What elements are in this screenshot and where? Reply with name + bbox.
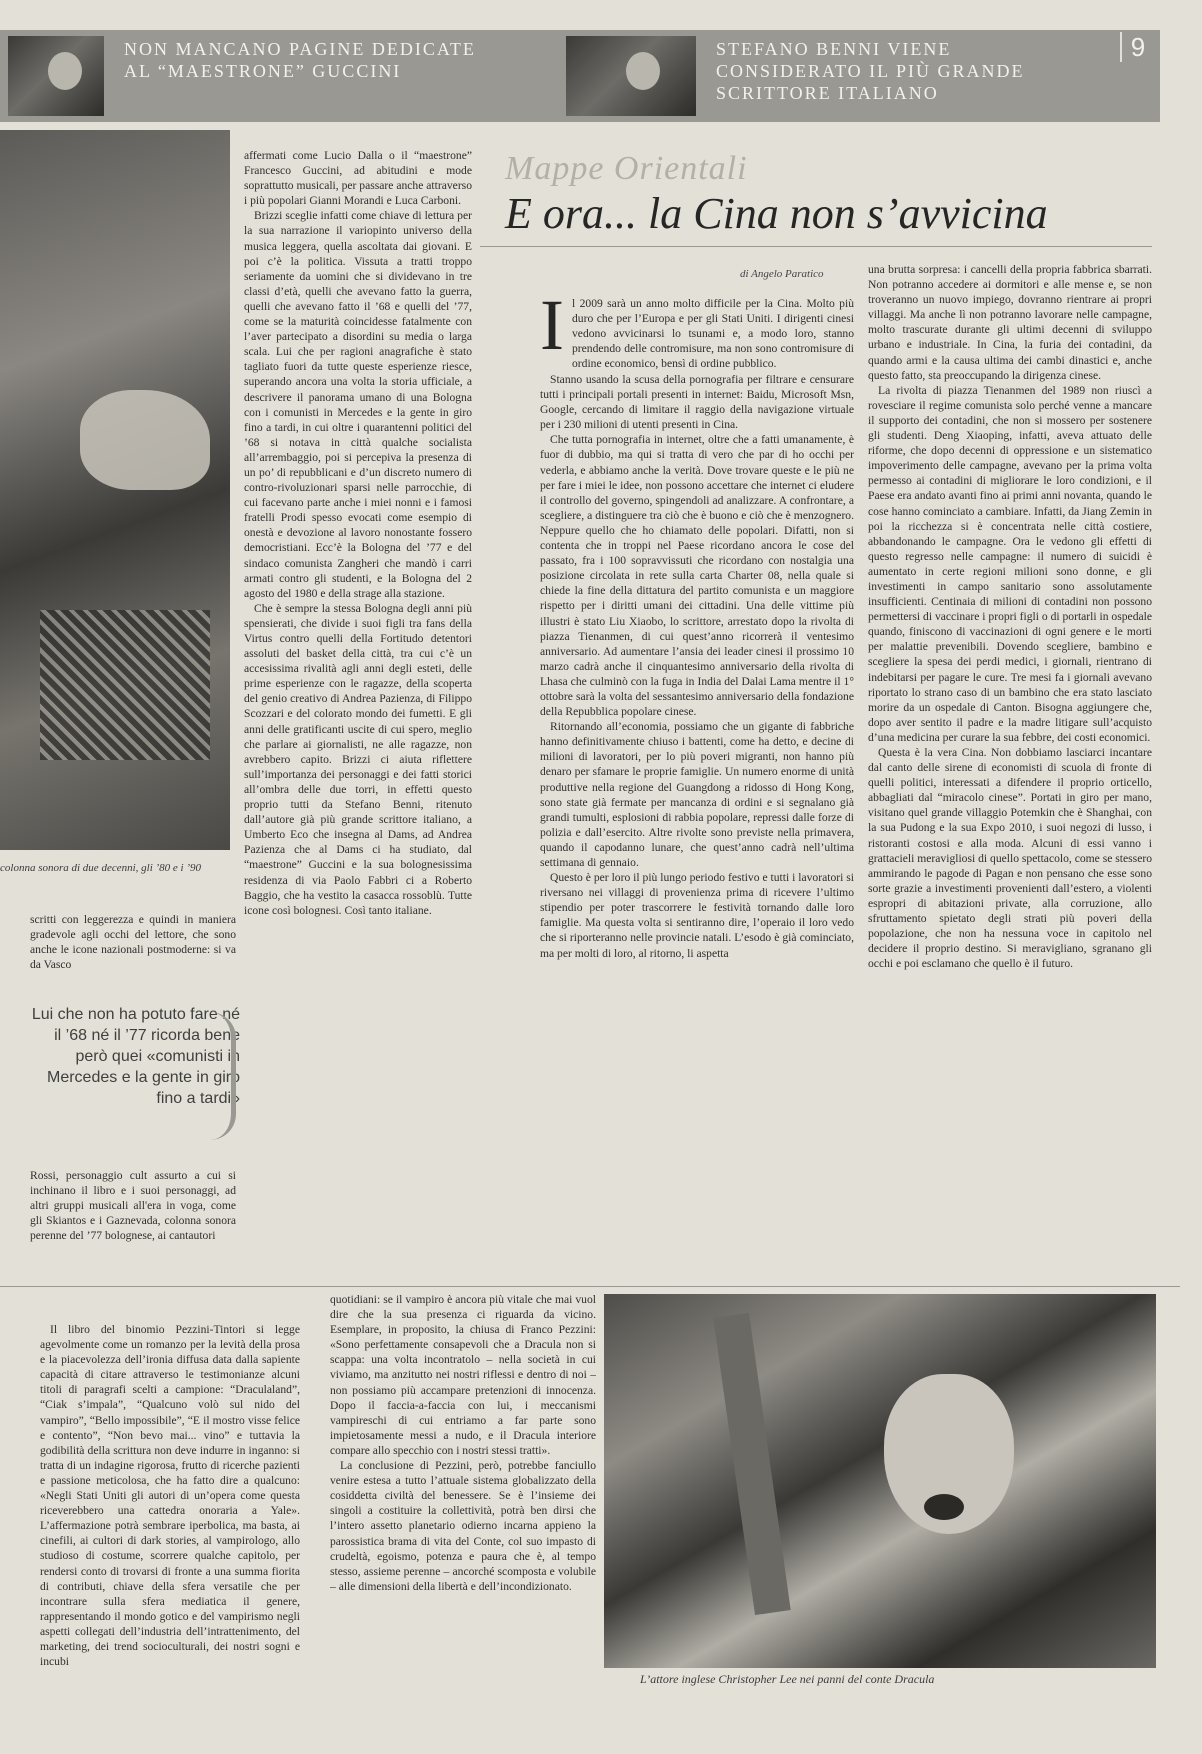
left-column-text <box>30 912 236 972</box>
drop-cap: I <box>540 285 564 365</box>
paragraph: una brutta sorpresa: i cancelli della propria fabbrica sbarrati. Non potranno accedere ai dormitori e alle mense e, se non troveranno un nuovo impiego, dovranno rientrare ai propri villaggi. Ma anche lì non potranno lavorare nelle campagne, molto trascurate durante gli ultimi decenni di sviluppo urbano e industriale. In Cina, la furia dei contadini, da quando armi e la causa ultima dei cambi dinastici e, anche questo fatto, sta preoccupando la dirigenza cinese. <box>868 263 1152 382</box>
header-right-title: STEFANO BENNI VIENE CONSIDERATO IL PIÙ GRANDE SCRITTORE ITALIANO <box>716 39 1025 103</box>
paragraph: Che tutta pornografia in internet, oltre che a fatti umanamente, è fuor di dubbio, ma qui si tratta di vero che par di ho occhi per vederla, e abbiamo anche la verità. Dove trovare queste e le più ne per fare i miei le idee, non possono accettare che internet ci eludere il controllo del governo, spingendoli ad analizzare. A confrontare, a scegliere, a distinguere tra ciò che è buono e ciò che è menzognero. Neppure quello che ho chiamato delle popolari. Difatti, non si contenta che in troppi nel Paese ricordano ancora le cose del passato, fra i 100 sopravvissuti che ricordano con nostalgia una posizione circolata in rete sulla carta Charter 08, nella quale si chiede la fine della dittatura del partito comunista e un maggiore rispetto per i diritti umani dei cittadini. Una delle vittime più illustri è stato Liu Xiaobo, lo scrittore, arrestato dopo la rivolta di piazza Tienanmen, di cui quest’anno ricorrerà il ventesimo anniversario. Ad aumentare l’ansia dei leader cinesi il prossimo 10 marzo cadrà anche il cinquantesimo anniversario della rivolta di Lhasa che culminò con la fuga in India del Dalai Lama mentre il 1° ottobre sarà la volta del sessantesimo anniversario della fondazione della Repubblica popolare cinese. <box>540 433 854 719</box>
headline-divider <box>480 246 1152 247</box>
page-header <box>0 30 1160 122</box>
dracula-photo <box>604 1294 1156 1668</box>
guitarist-photo <box>0 130 230 850</box>
left-column-text-continued <box>30 1168 236 1243</box>
guccini-thumbnail <box>8 36 104 116</box>
paragraph: l 2009 sarà un anno molto difficile per la Cina. Molto più duro che per l’Europa e per gli Stati Uniti. I dirigenti cinesi vedono avvicinarsi lo tsunami e, a modo loro, stanno prendendo delle contromisure, ma non sono contromisure di ordine economico, bensì di ordine pubblico. <box>572 297 854 371</box>
pull-quote-bracket <box>210 1012 236 1140</box>
photo-caption-top: colonna sonora di due decenni, gli ’80 e i ’90 <box>0 862 202 874</box>
article-column-2 <box>868 262 1152 1240</box>
paragraph: Che è sempre la stessa Bologna degli anni più spensierati, che divide i suoi figli tra fans della Virtus contro quelli della Fortitudo detentori assoluti del basket della città, tra cui c’è un accesissima rivalità agli anni degli esteti, delle prime esperienze con le ragazze, della scoperta del genio creativo di Andrea Pazienza, di Filippo Scozzari e del colorato mondo dei fumetti. E gli anni delle gratificanti uscite di cui spero, meglio che parlare ai giornalisti, ne alle ragazze, non avrebbero capito. Brizzi ci aiuta riflettere sull’importanza dei personaggi e dei fatti storici all’ombra delle due torri, in effetti questo proprio tutti da Stefano Benni, ritenuto dall’autore già più grande scrittore italiano, a Umberto Eco che insegna al Dams, ad Andrea Pazienza che al Dams ci ha studiato, dal “maestrone” Guccini e la sua bolognesissima residenza di via Paolo Fabbri ci a Roberto Baggio, che ha vestito la casacca rossoblù. Tutte icone così bolognesi. Così tanto italiane. <box>244 601 472 917</box>
paragraph: Questa è la vera Cina. Non dobbiamo lasciarci incantare dal canto delle sirene di economisti di scuola di fronte di quelli politici, interessati a difendere il proprio orticello, abbagliati dal “miracolo cinese”. Portati in giro per mano, visitano quel grande villaggio Potemkin che è Shanghai, con la sua Pudong e la sua Expo 2010, i suoi negozi di lusso, i ristoranti costosi e alla moda. Alcuni di essi vanno i grattacieli meravigliosi di quello spettacolo, come se stessero ammirando le pagode di Pagan e non pensano che esse sono sorte grazie a investimenti provenienti dall’estero, a violenti espropri di abitazioni private, alla corruzione, allo sfruttamento spietato degli strati più poveri della popolazione, che non ha nessuna voce in capitolo nel decidere il proprio destino. Si meravigliano, sgranano gli occhi e poi esclamano che quello è il futuro. <box>868 746 1152 971</box>
article-column-1 <box>540 372 854 1248</box>
article-lead <box>572 296 854 371</box>
paragraph: Ritornando all’economia, possiamo che un gigante di fabbriche hanno definitivamente chiuso i battenti, come ha detto, e decine di milioni di lavoratori, per lo più poveri migranti, non hanno più denaro per sfamare le proprie famiglie. Un numero enorme di unità produttive nella regione del Guangdong a ridosso di Hong Kong, sono state già fermate per mancanza di ordini e si segnalano già grandi tumulti, esplosioni di rabbia popolare, repressi dalle forze di polizia e dall’esercito. Altre rivolte sono previste nella primavera, quando il capodanno lunare, che quest’anno cadrà nell’ultima settimana di gennaio. <box>540 720 854 869</box>
paragraph: La rivolta di piazza Tienanmen del 1989 non riuscì a rovesciare il regime comunista solo perché venne a mancare il supporto dei contadini, che non si mossero per sostenere gli studenti. Deng Xiaoping, infatti, aveva attuato delle riforme, che dopo decenni di oppressione e un sistematico impoverimento delle campagne, avevano per la prima volta permesso ai contadini di migliorare le loro condizioni, e il Paese era andato avanti fino ai primi anni novanta, quando le cose hanno cominciato a cambiare. Infatti, da Jiang Zemin in poi la ricchezza si è concentrata nelle città costiere, abbandonando le campagne. Ora le vedono gli effetti di questo regresso nelle campagne: il numero di suicidi è aumentato in certe regioni milioni sono donne, e gli investimenti in campo sanitario sono assolutamente insufficienti. Centinaia di milioni di contadini non possono permettersi di vaccinare i propri figli o di portarli in ospedale quando, finiscono di vaccinazioni di ogni genere e le morti per malattie prevenibili. Dovendo scegliere, bambino e scegliere la spesa dei perdi medici, i giornali, rientrano di indebitarsi per pagare le cure. Tre mesi fa i giornali avevano riportato lo strano caso di un bambino che era stato lasciato morire da un ospedale di Canton. Bisogna aggiungere che, dopo aver sentito il padre e la madre litigare sull’acquisto d’una medicina per curare la sua febbre, dei costi economici. <box>868 383 1152 744</box>
paragraph: scritti con leggerezza e quindi in maniera gradevole agli occhi del lettore, che sono anche le icone nazionali postmoderne: si va da Vasco <box>30 913 236 972</box>
section-kicker: Mappe Orientali <box>505 150 748 187</box>
brizzi-column <box>244 148 472 1258</box>
paragraph: Questo è per loro il più lungo periodo festivo e tutti i lavoratori si riversano nei villaggi di provenienza prima di ricevere l’ultimo stipendio per poter trascorrere le festività tornando dalle loro famiglie. Ma questa volta si sentiranno dire, l’operaio il loro vedo che si riporteranno nelle provincie natali. L’esodo è già cominciato, ma per molti di loro, al ritorno, li aspetta <box>540 871 854 960</box>
paragraph: Stanno usando la scusa della pornografia per filtrare e censurare tutti i principali portali presenti in internet: Baidu, Microsoft Msn, Google, cercando di limitare il raggio della navigazione virtuale per i 230 milioni di utenti presenti in Cina. <box>540 373 854 432</box>
pull-quote: Lui che non ha potuto fare né il ’68 né il ’77 ricorda bene però quei «comunisti in Mercedes e la gente in giro fino a tardi» <box>31 1006 240 1107</box>
dracula-review-column-2 <box>330 1292 596 1742</box>
paragraph: La conclusione di Pezzini, però, potrebbe fanciullo venire estesa a tutto l’attuale sistema globalizzato della cosiddetta civiltà del benessere. Se è l’insieme dei singoli a costituire la collettività, potrà ben dirsi che l’intero assetto planetario odierno incarna appieno la parossistica brama di vita del Conte, col suo impasto di crudeltà, egoismo, potenza e paura che è, al tempo stesso, assieme perenne – ancorché scomposta e volubile – alle dimensioni della libertà e dell’incondizionato. <box>330 1459 596 1593</box>
paragraph: quotidiani: se il vampiro è ancora più vitale che mai vuol dire che la sua presenza ci riguarda da vicino. Esemplare, in proposito, la chiusa di Franco Pezzini: «Sono perfettamente consapevoli che a Dracula non si scappa: una volta incontratolo – nella società in cui viviamo, ma anzitutto nei nostri riflessi e dentro di noi – non possiamo più accampare pretenzioni di innocenza. Dopo il faccia-a-faccia con lui, i meccanismi vampireschi di cui entriamo a far parte sono impietosamente messi a nudo, e il Dracula interiore compare allo specchio con i nostri stessi tratti». <box>330 1293 596 1457</box>
photo-caption-bottom: L’attore inglese Christopher Lee nei panni del conte Dracula <box>640 1672 935 1686</box>
paragraph: Brizzi sceglie infatti come chiave di lettura per la sua narrazione il variopinto universo della musica leggera, quella ascoltata dai giovani. E poi c’è la politica. Vissuta a tratti troppo seriamente da uomini che si dividevano in tre classi d’età, quelli che avevano fatto la guerra, quelli che avevano fatto il ’68 e quelli del ’77, come se la maturità coincidesse fatalmente con l’aver partecipato a disordini su media o larga scala. Lui che per ragioni anagrafiche è stato tagliato fuori da tutte queste esperienze riesce, superando ancora una volta la storia ufficiale, a descrivere il panorama umano di una Bologna con i comunisti in Mercedes e la gente in giro fino a tardi, in cui oltre i quarantenni politici del ’68 si notava in città qualche socialista all’arrembaggio, poi si percepiva la presenza di un po’ di repubblicani e d’un discreto numero di contro-rivoluzionari sparsi nelle parrocchie, di cui facevano parte anche i miei nonni e i famosi fratelli Prodi spesso evocati come esempio di onestà e devozione al lavoro nonostante fossero democristiani. Ecc’è la Bologna del ’77 e del sindaco comunista Zangheri che mandò i carri armati contro gli studenti, e la Bologna del 2 agosto del 1980 e della strage alla stazione. <box>244 209 472 600</box>
benni-thumbnail <box>566 36 696 116</box>
dracula-review-column-1 <box>40 1322 300 1742</box>
paragraph: Rossi, personaggio cult assurto a cui si inchinano il libro e i suoi personaggi, ad altri gruppi musicali all'era in voga, come gli Skiantos e i Gaznevada, colonna sonora perenne del ’77 bolognese, ai cantautori <box>30 1169 236 1243</box>
paragraph: Il libro del binomio Pezzini-Tintori si legge agevolmente come un romanzo per la levità della prosa e la piacevolezza dell’ironia diffusa data dalla sapiente capacità di citare attraverso le testimonianze alcuni titoli di paragrafi scelti a campione: “Draculaland”, “Ciak s’impala”, “Qualcuno volò sul nido del vampiro”, “Bello impossibile”, “E il mostro visse felice e contento”, “Non bevo mai... vino” e tuttavia la godibilità della scrittura non deve indurre in inganno: si tratta di un indagine rigorosa, frutto di ricerche pazienti e passione meticolosa, che ha fatto dire a qualcuno: «Negli Stati Uniti gli autori di un’opera come questa riceverebbero una cattedra onoraria a Yale». L’affermazione potrà sembrare iperbolica, ma basta, ai cinefili, ai cultori di dark stories, al vampirologo, allo studioso di costume, scorrere qualche capitolo, per rendersi conto di trovarsi di fronte a una summa fiorita di contributi, chiave della sfera versatile che per incontrare sulla sfera mediatica il genere, rappresentando il mondo gotico e del vampirismo negli aspetti collegati dell’industria dell’intrattenimento, del marketing, dei trend socioculturali, dei nostri sogni e incubi <box>40 1323 300 1669</box>
article-headline: E ora... la Cina non s’avvicina <box>505 189 1048 238</box>
page-number: 9 <box>1120 32 1154 62</box>
header-left-title: NON MANCANO PAGINE DEDICATE AL “MAESTRONE” GUCCINI <box>124 39 476 81</box>
section-divider <box>0 1286 1180 1287</box>
article-byline: di Angelo Paratico <box>740 268 824 280</box>
paragraph: affermati come Lucio Dalla o il “maestrone” Francesco Guccini, ad abitudini e mode soprattutto musicali, per passare anche attraverso i più popolari Gianni Morandi e Luca Carboni. <box>244 149 472 208</box>
